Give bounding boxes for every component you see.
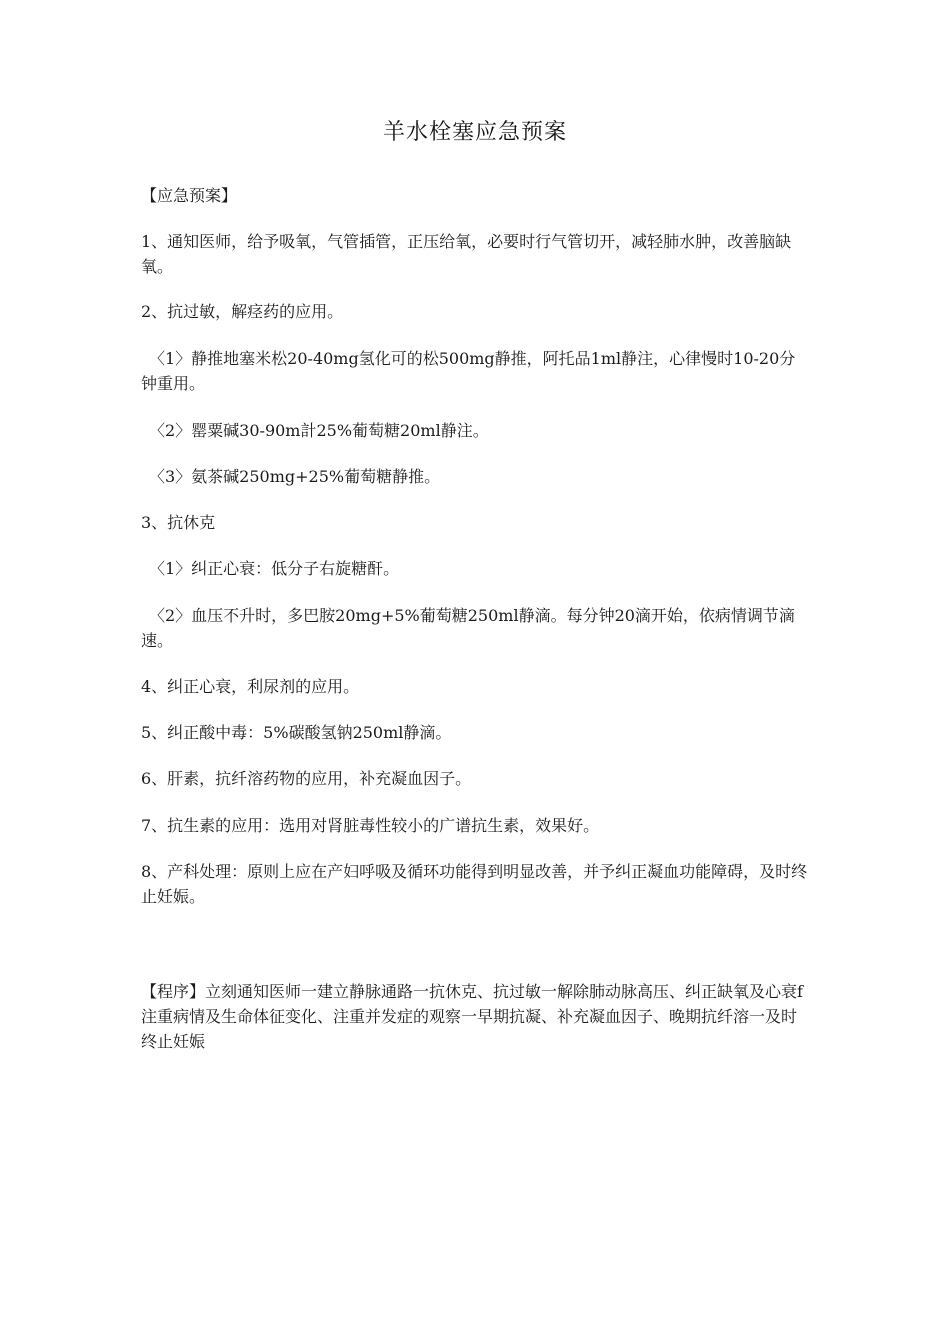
list-item-8: 8、产科处理：原则上应在产妇呼吸及循环功能得到明显改善，并予纠正凝血功能障碍，及时终止妊娠。: [141, 862, 808, 906]
list-item-2-2: 〈2〉罂粟碱30-90m計25%葡萄糖20ml静注。: [149, 421, 489, 440]
list-item-5: 5、纠正酸中毒：5%碳酸氢钠250ml静滴。: [141, 723, 452, 742]
list-item-7: 7、抗生素的应用：选用对肾脏毒性较小的广谱抗生素，效果好。: [141, 816, 600, 835]
list-item-1: 1、通知医师，给予吸氧，气管插管，正压给氧，必要时行气管切开，减轻肺水肿，改善脑缺氧。: [141, 232, 792, 276]
list-item-2-1: 〈1〉静推地塞米松20-40mg氢化可的松500mg静推，阿托品1ml静注，心律慢时10-20分钟重用。: [141, 349, 796, 393]
list-item-3-1: 〈1〉纠正心衰：低分子右旋糖酐。: [149, 559, 400, 578]
procedure-paragraph: 【程序】立刻通知医师一建立静脉通路一抗休克、抗过敏一解除肺动脉高压、纠正缺氧及心衰f注重病情及生命体征变化、注重并发症的观察一早期抗凝、补充凝血因子、晚期抗纤溶一及时终止妊娠: [141, 982, 803, 1051]
list-item-4: 4、纠正心衰，利尿剂的应用。: [141, 677, 360, 696]
list-item-2-3: 〈3〉氨茶碱250mg+25%葡萄糖静推。: [149, 467, 441, 486]
list-item-2: 2、抗过敏，解痉药的应用。: [141, 302, 344, 321]
list-item-3-2: 〈2〉血压不升时，多巴胺20mg+5%葡萄糖250ml静滴。每分钟20滴开始，依病情调节滴速。: [141, 606, 795, 650]
document-title: 羊水栓塞应急预案: [382, 120, 567, 145]
list-item-3: 3、抗休克: [141, 513, 216, 532]
section-heading: 【应急预案】: [141, 186, 238, 205]
list-item-6: 6、肝素，抗纤溶药物的应用，补充凝血因子。: [141, 769, 472, 788]
